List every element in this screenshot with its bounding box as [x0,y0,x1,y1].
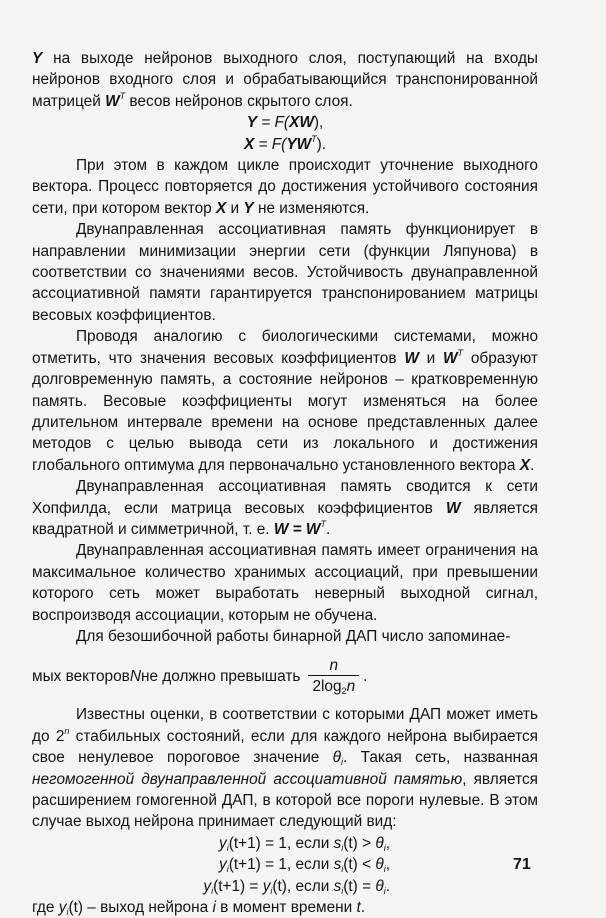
eq-text: (t) = [343,877,376,895]
paragraph-text: и [418,349,444,367]
symbol-x: X [216,199,227,217]
subscript-i: i [226,864,229,875]
paragraph-text: . [363,668,368,686]
symbol-theta: θ [375,834,384,852]
paragraph-9 [32,897,538,918]
eq-text: ). [316,135,327,153]
subscript-i: i [383,864,386,875]
eq-symbol: XW [289,114,314,132]
eq-text: (t+1) = [213,877,263,895]
symbol-w: W [445,499,461,517]
symbol-i: i [212,899,216,917]
superscript-n: n [64,725,70,736]
subscript-i: i [341,885,344,896]
symmetry-equation: W = W [273,520,321,538]
subscript-i: i [341,864,344,875]
paragraph-7-line-1: Для безошибочной работы бинарной ДАП число запоминае- [76,627,511,645]
symbol-theta: θ [375,856,384,874]
superscript-t: T [457,347,464,358]
paragraph-text: не должно превышать [140,668,301,686]
fraction-denominator [308,675,359,696]
eq-text: , [385,856,390,874]
symbol-s: s [333,856,342,874]
eq-text: = F( [256,114,290,132]
equation-block-1 [32,112,538,155]
symbol-s: s [333,834,342,852]
paragraph-4 [32,326,538,476]
eq-text: . [385,877,390,895]
eq-text: (t+1) = 1, если [228,856,334,874]
eq-symbol: YW [286,135,312,153]
symbol-y: y [262,877,271,895]
symbol-y: Y [32,50,43,67]
paragraph-text: является квадратной и симметричной, т. е. [32,499,538,538]
paragraph-5 [32,476,538,540]
eq-text: , [385,834,390,852]
subscript-i: i [211,885,214,896]
subscript-i: i [226,842,229,853]
equation-y [32,112,538,133]
symbol-theta: θ [332,749,342,767]
paragraph-text: мых векторов [32,668,130,686]
equation-row-2 [32,854,538,875]
symbol-n: n [346,678,356,696]
superscript-t: T [320,518,326,529]
paragraph-text: где [32,899,59,917]
paragraph-text: . [360,899,366,917]
fraction-numerator: n [329,657,339,675]
paragraph-text: При этом в каждом цикле происходит уточнение выходного вектора. Процесс повторяется до достижения устойчивого состояния сети, при котором вектор [32,157,538,217]
paragraph-6: Двунаправленная ассоциативная память имеет ограничения на максимальное количество хранимых ассоциаций, при превышении которого сеть может выработать неверный выходной сигнал, воспроизводя ассоциации, которым не обучена. [32,542,538,624]
eq-text: = F( [254,135,287,153]
log-base: 2 [341,686,347,697]
page-number: 71 [513,856,531,873]
symbol-y: y [58,899,67,917]
symbol-x: X [519,456,530,474]
eq-text: (t), если [272,877,334,895]
subscript-i: i [341,757,344,768]
subscript-i: i [66,907,69,918]
paragraph-text: и [226,199,244,217]
paragraph-text: весов нейронов скрытого слоя. [125,92,353,110]
equation-row-3 [32,876,538,897]
symbol-t: t [356,899,361,917]
subscript-i: i [270,885,273,896]
paragraph-text: (t) – выход нейрона [68,899,213,917]
symbol-theta: θ [375,877,384,895]
subscript-i: i [383,842,386,853]
fraction [308,657,359,696]
paragraph-text: не изменяются. [253,199,370,217]
paragraph-text: стабильных состояний, если для каждого нейрона выбирается свое ненулевое пороговое значение [32,727,538,767]
paragraph-text: . [325,520,331,538]
paragraph-2 [32,155,538,219]
denominator-text: 2log [312,678,342,696]
equation-block-2 [32,833,538,897]
paragraph-text: , является расширением гомогенной ДАП, в которой все пороги нулевые. В этом случае выход нейрона принимает следующий вид: [32,770,538,831]
eq-text: ), [313,114,324,132]
equation-x [32,134,538,155]
paragraph-text: на выходе нейронов выходного слоя, поступающий на входы нейронов входного слоя и обрабатывающийся транспонированной матрицей [32,50,538,110]
subscript-i: i [383,885,386,896]
eq-symbol: Y [246,114,257,132]
symbol-y: y [219,834,227,852]
eq-text: (t) > [343,834,376,852]
paragraph-3: Двунаправленная ассоциативная память функционирует в направлении минимизации энергии сети (функции Ляпунова) в соответствии со значениями весов. Устойчивость двунаправленной ассоциативной памяти гарантируется транспонированием матрицы весовых коэффициентов. [32,221,538,324]
symbol-y: Y [243,199,254,217]
subscript-i: i [341,842,344,853]
paragraph-8 [32,704,538,832]
symbol-w: W [105,92,120,110]
symbol-y: y [203,877,212,895]
eq-symbol: X [243,135,255,153]
symbol-w: W [404,349,419,367]
paragraph-text: образуют долговременную память, а состояние нейронов – кратковременную память. Весовые коэффициенты могут изменяться на более длительном интервале времени на основе представленных далее методов с целью вывода сети из локального и достижения глобального оптимума для первоначально установленного вектора [32,349,538,474]
equation-row-1 [32,833,538,854]
paragraph-1 [32,48,538,112]
paragraph-text: в момент времени [215,899,357,917]
symbol-w: W [443,349,458,367]
paragraph-7-line-2 [32,657,538,696]
superscript-t: T [119,90,126,101]
paragraph-text: Проводя аналогию с биологическими системами, можно отметить, что значения весовых коэффициентов [32,328,538,367]
symbol-s: s [333,877,342,895]
superscript-t: T [311,133,317,144]
symbol-n: N [129,668,141,686]
eq-text: (t) < [343,856,376,874]
paragraph-text: . [529,456,535,474]
paragraph-text: Известны оценки, в соответствии с которыми ДАП может иметь до 2 [32,706,538,745]
eq-text: (t+1) = 1, если [228,834,334,852]
paragraph-text: . Такая сеть, названная [343,749,538,767]
page-body [32,48,538,918]
symbol-y: y [219,856,227,874]
spacer [32,696,538,704]
italic-term: негомогенной двунаправленной ассоциативной памятью [32,770,463,788]
paragraph-text: Двунаправленная ассоциативная память сводится к сети Хопфилда, если матрица весовых коэффициентов [32,478,538,517]
